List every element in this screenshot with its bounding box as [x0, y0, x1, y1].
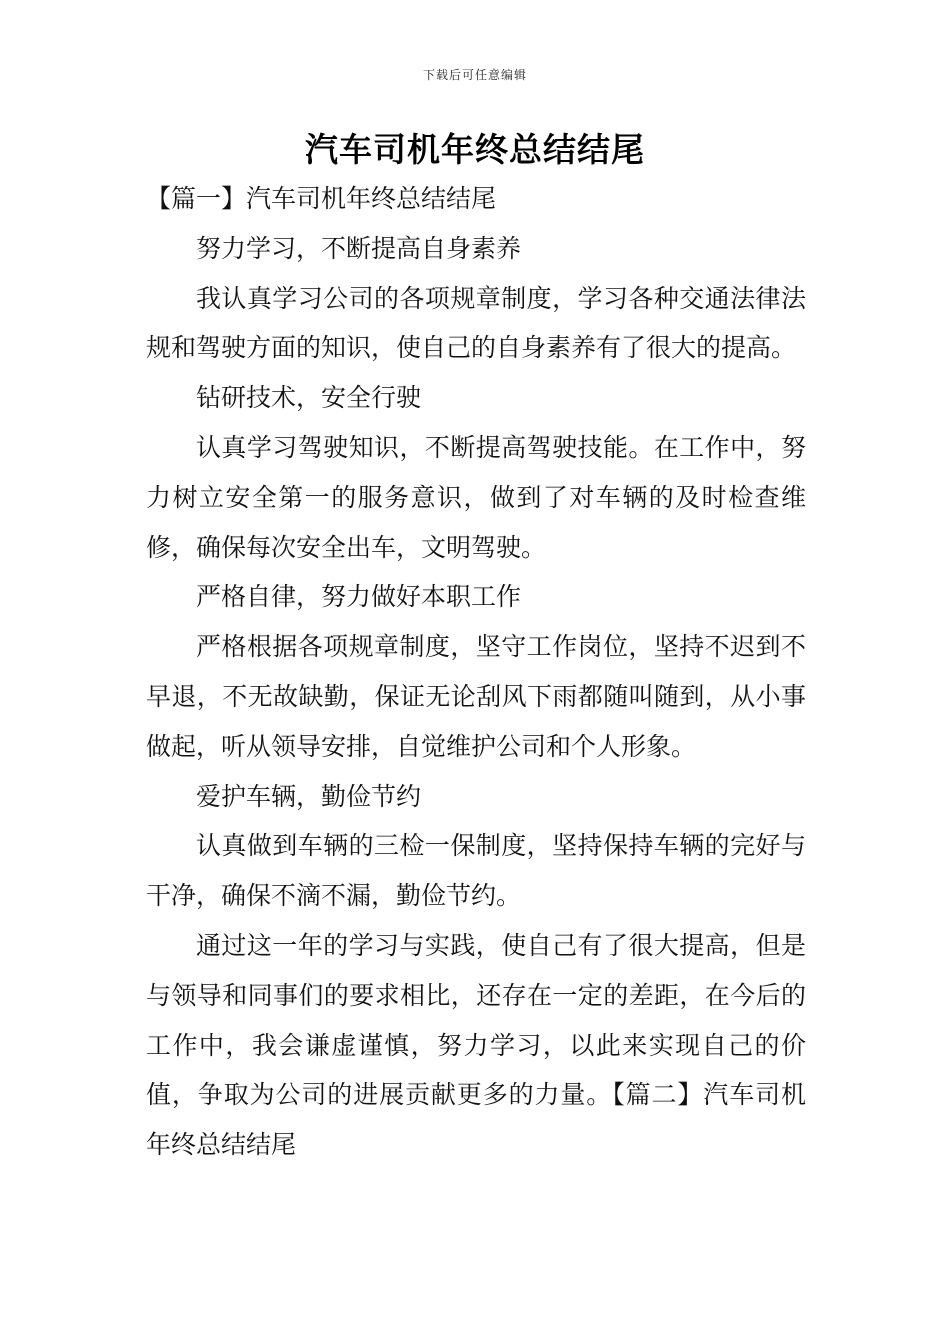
document-title: 汽车司机年终总结结尾 — [305, 130, 645, 169]
paragraph: 认真做到车辆的三检一保制度，坚持保持车辆的完好与干净，确保不滴不漏，勤俭节约。 — [146, 831, 806, 911]
header-note: 下载后可任意编辑 — [422, 68, 527, 82]
subheading-technique: 钻研技术，安全行驶 — [196, 383, 422, 413]
subheading-vehicle-care: 爱护车辆，勤俭节约 — [196, 781, 422, 811]
document-body — [146, 174, 806, 1170]
paragraph: 我认真学习公司的各项规章制度，学习各种交通法律法规和驾驶方面的知识，使自己的自身素养有了很大的提高。 — [146, 283, 806, 363]
paragraph: 严格根据各项规章制度，坚守工作岗位，坚持不迟到不早退，不无故缺勤，保证无论刮风下雨都随叫随到，从小事做起，听从领导安排，自觉维护公司和个人形象。 — [146, 632, 806, 761]
closing-paragraph: 通过这一年的学习与实践，使自己有了很大提高，但是与领导和同事们的要求相比，还存在一定的差距，在今后的工作中，我会谦虚谨慎，努力学习，以此来实现自己的价值，争取为公司的进展贡献更多的力量。【篇二】汽车司机年终总结结尾 — [146, 930, 806, 1160]
paragraph: 认真学习驾驶知识，不断提高驾驶技能。在工作中，努力树立安全第一的服务意识，做到了对车辆的及时检查维修，确保每次安全出车，文明驾驶。 — [146, 432, 806, 562]
subheading-study: 努力学习，不断提高自身素养 — [196, 233, 522, 263]
section-heading: 【篇一】汽车司机年终总结结尾 — [146, 184, 497, 213]
subheading-discipline: 严格自律，努力做好本职工作 — [196, 582, 522, 612]
